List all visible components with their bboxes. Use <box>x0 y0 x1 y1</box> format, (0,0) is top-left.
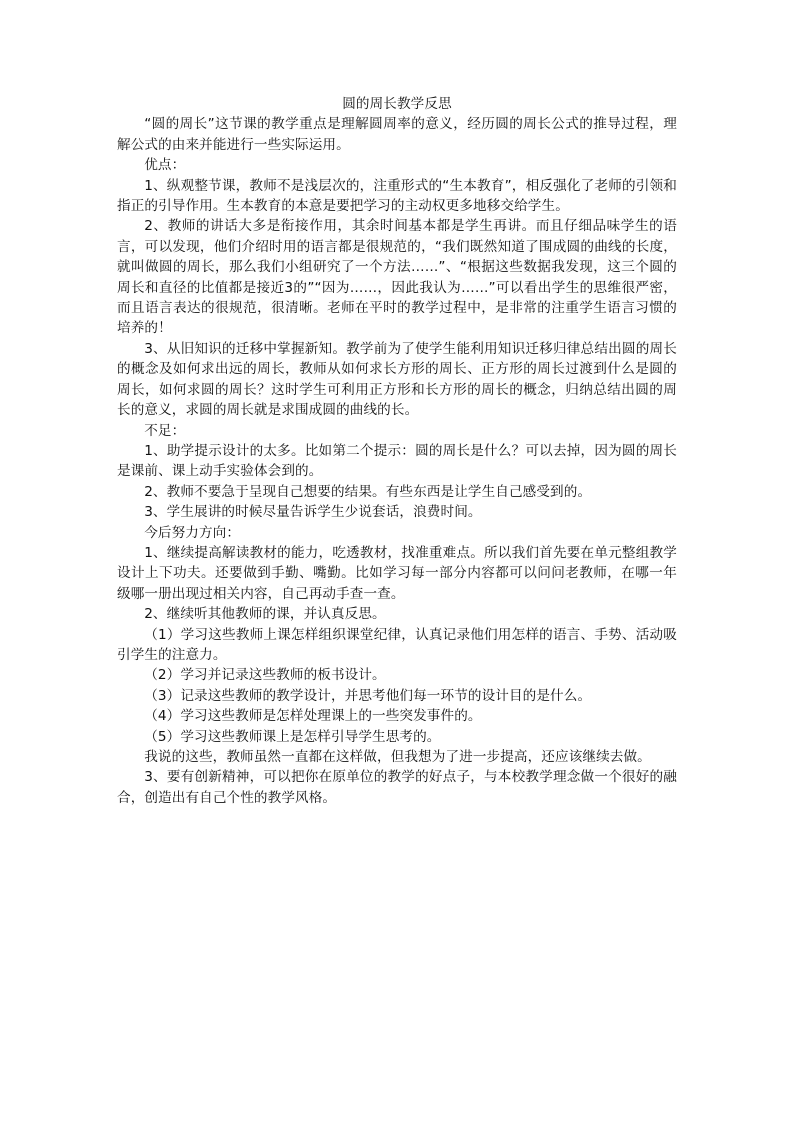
future-item-3: 3、要有创新精神，可以把你在原单位的教学的好点子，与本校教学理念做一个很好的融合，创造出有自己个性的教学风格。 <box>117 769 677 806</box>
strength-item-2: 2、教师的讲话大多是衔接作用，其余时间基本都是学生再讲。而且仔细品味学生的语言，可以发现，他们介绍时用的语言都是很规范的，“我们既然知道了围成圆的曲线的长度，就叫做圆的周长，那么我们小组研究了一个方法……”、“根据这些数据我发现，这三个圆的周长和直径的比值都是接近3的”“因为……，因此我认为……”可以看出学生的思维很严密，而且语言表达的很规范，很清晰。老师在平时的教学过程中，是非常的注重学生语言习惯的培养的！ <box>117 218 677 337</box>
strength-item-3: 3、从旧知识的迁移中掌握新知。教学前为了使学生能利用知识迁移归律总结出圆的周长的概念及如何求出远的周长，教师从如何求长方形的周长、正方形的周长过渡到什么是圆的周长，如何求圆的周长？这时学生可利用正方形和长方形的周长的概念，归纳总结出圆的周长的意义，求圆的周长就是求围成圆的曲线的长。 <box>117 340 677 419</box>
future-subitem-4: （4）学习这些教师是怎样处理课上的一些突发事件的。 <box>144 708 482 725</box>
future-subitem-3: （3）记录这些教师的教学设计，并思考他们每一环节的设计目的是什么。 <box>144 687 592 704</box>
future-note: 我说的这些，教师虽然一直都在这样做，但我想为了进一步提高，还应该继续去做。 <box>144 749 651 765</box>
document-title: 圆的周长教学反思 <box>342 96 452 112</box>
future-item-2: 2、继续听其他教师的课，并认真反思。 <box>144 606 386 623</box>
weakness-item-3: 3、学生展讲的时候尽量告诉学生少说套话，浪费时间。 <box>144 504 482 521</box>
weakness-item-2: 2、教师不要急于呈现自己想要的结果。有些东西是让学生自己感受到的。 <box>144 483 592 500</box>
weakness-item-1: 1、助学提示设计的太多。比如第二个提示：圆的周长是什么？可以去掉，因为圆的周长是课前、课上动手实验体会到的。 <box>117 442 677 480</box>
future-item-1: 1、继续提高解读教材的能力，吃透教材，找准重难点。所以我们首先要在单元整组教学设计上下功夫。还要做到手勤、嘴勤。比如学习每一部分内容都可以问问老教师，在哪一年级哪一册出现过相关内容，自己再动手查一查。 <box>117 544 677 602</box>
strength-item-1: 1、纵观整节课，教师不是浅层次的，注重形式的“生本教育”，相反强化了老师的引领和指正的引导作用。生本教育的本意是要把学习的主动权更多地移交给学生。 <box>117 177 677 215</box>
document-body <box>117 94 677 808</box>
intro-paragraph: “圆的周长”这节课的教学重点是理解圆周率的意义，经历圆的周长公式的推导过程，理解公式的由来并能进行一些实际运用。 <box>117 116 677 153</box>
future-subitem-5: （5）学习这些教师课上是怎样引导学生思考的。 <box>144 728 441 745</box>
section-heading-future: 今后努力方向： <box>144 524 241 541</box>
section-heading-weaknesses: 不足： <box>144 422 186 439</box>
future-subitem-2: （2）学习并记录这些教师的板书设计。 <box>144 667 386 684</box>
section-heading-strengths: 优点： <box>144 157 186 174</box>
future-subitem-1: （1）学习这些教师上课怎样组织课堂纪律，认真记录他们用怎样的语言、手势、活动吸引学生的注意力。 <box>117 626 677 663</box>
